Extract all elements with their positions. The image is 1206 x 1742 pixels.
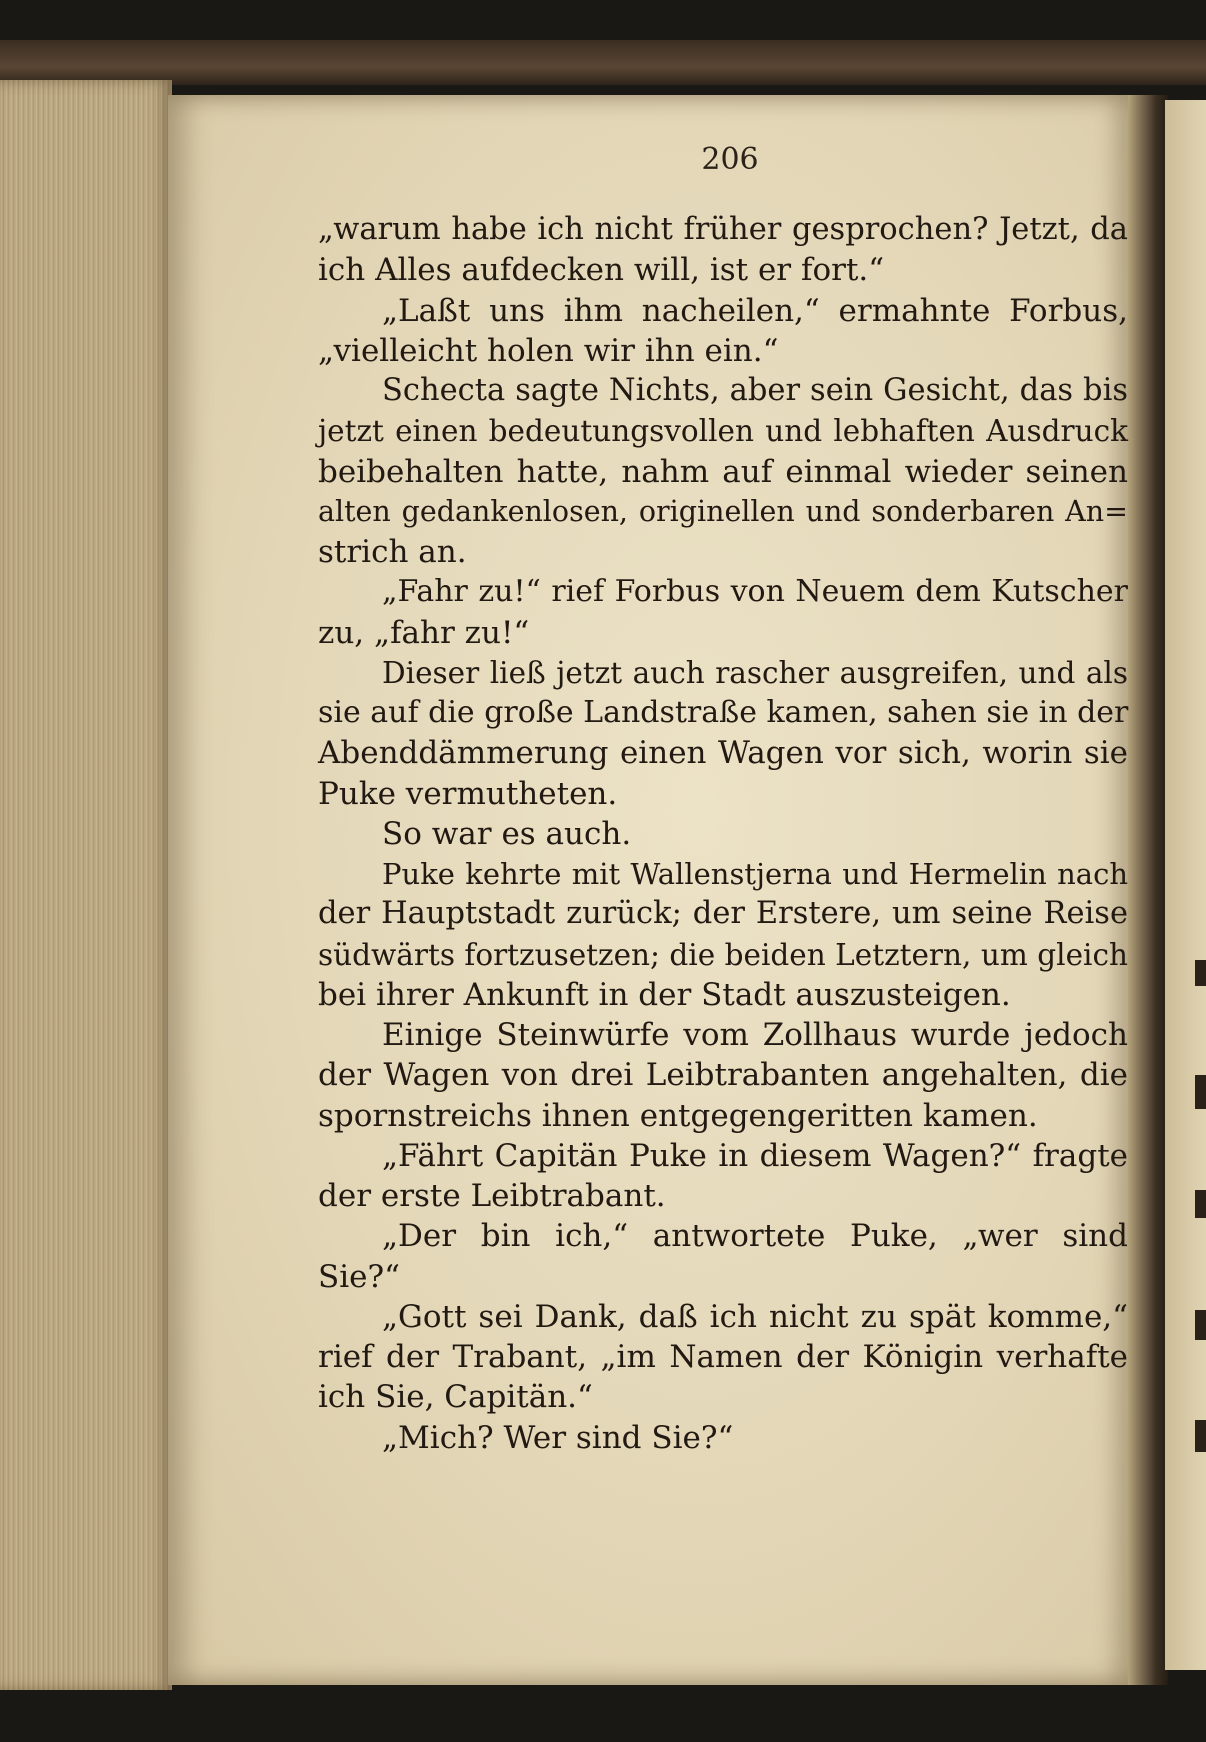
text-line: „Fährt Capitän Puke in diesem Wagen?“ fragte — [382, 1137, 1128, 1174]
page-number: 206 — [701, 142, 759, 177]
text-line: der Wagen von drei Leibtrabanten angehalten, die — [318, 1057, 1128, 1094]
page-text — [318, 210, 1128, 1458]
text-line: zu, „fahr zu!“ — [318, 614, 530, 651]
text-line: So war es auch. — [382, 815, 632, 852]
text-line: „Gott sei Dank, daß ich nicht zu spät komme,“ — [382, 1298, 1128, 1335]
text-line: Einige Steinwürfe vom Zollhaus wurde jedoch — [382, 1017, 1128, 1053]
text-line: ich Alles aufdecken will, ist er fort.“ — [318, 252, 885, 289]
text-line: „Fahr zu!“ rief Forbus von Neuem dem Kutscher — [382, 574, 1128, 610]
text-line: spornstreichs ihnen entgegengeritten kamen. — [318, 1097, 1038, 1134]
text-line: Abenddämmerung einen Wagen vor sich, worin sie — [318, 735, 1128, 772]
facing-page-glyph — [1195, 1190, 1206, 1218]
text-line: „Der bin ich,“ antwortete Puke, „wer sind — [382, 1218, 1128, 1255]
text-line: strich an. — [318, 534, 467, 570]
text-line: „warum habe ich nicht früher gesprochen? Jetzt, da — [318, 212, 1128, 247]
text-line: Puke kehrte mit Wallenstjerna und Hermelin nach — [382, 857, 1128, 891]
text-line: Schecta sagte Nichts, aber sein Gesicht, das bis — [382, 373, 1128, 408]
text-line: beibehalten hatte, nahm auf einmal wieder seinen — [318, 453, 1128, 490]
text-line: südwärts fortzusetzen; die beiden Letztern, um gleich — [318, 937, 1128, 972]
text-line: rief der Trabant, „im Namen der Königin verhafte — [318, 1339, 1128, 1375]
text-line: der Hauptstadt zurück; der Erstere, um seine Reise — [318, 896, 1128, 932]
text-line: alten gedankenlosen, originellen und sonderbaren An= — [318, 494, 1128, 528]
facing-page-glyph — [1195, 1310, 1206, 1340]
facing-page-glyph — [1195, 960, 1206, 986]
page-edges-left — [0, 80, 172, 1690]
text-line: Sie?“ — [318, 1258, 400, 1295]
text-line: „Mich? Wer sind Sie?“ — [382, 1419, 734, 1456]
text-line: der erste Leibtrabant. — [318, 1178, 666, 1214]
text-line: „Laßt uns ihm nacheilen,“ ermahnte Forbus, — [382, 292, 1128, 329]
text-line: „vielleicht holen wir ihn ein.“ — [318, 332, 779, 369]
book-top-edge — [0, 40, 1206, 85]
text-line: sie auf die große Landstraße kamen, sahen sie in der — [318, 695, 1129, 730]
text-line: Puke vermutheten. — [318, 775, 618, 812]
facing-page-glyph — [1195, 1420, 1206, 1452]
text-line: ich Sie, Capitän.“ — [318, 1379, 593, 1416]
text-line: bei ihrer Ankunft in der Stadt auszusteigen. — [318, 976, 1011, 1013]
book-gutter — [1128, 95, 1168, 1685]
text-line: Dieser ließ jetzt auch rascher ausgreifen, und als — [382, 655, 1128, 690]
facing-page-glyph — [1195, 1075, 1206, 1109]
text-line: jetzt einen bedeutungsvollen und lebhaften Ausdruck — [318, 414, 1128, 449]
